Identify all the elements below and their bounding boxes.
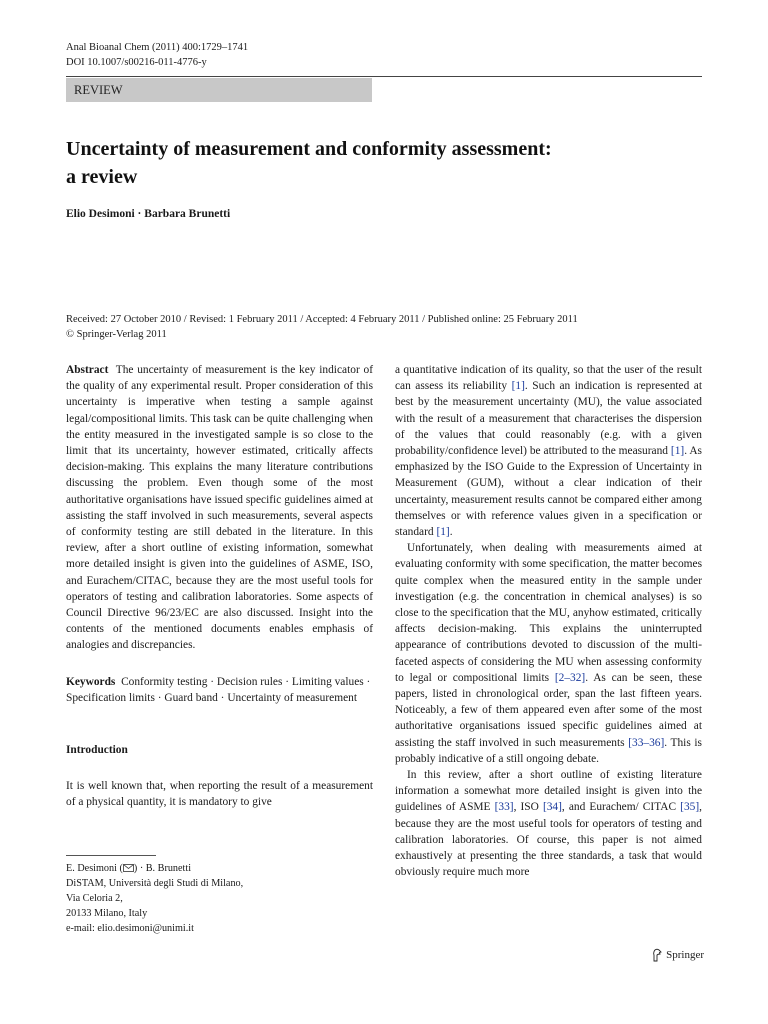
title-line-2: a review	[66, 166, 138, 188]
citation-link[interactable]: [33]	[494, 801, 514, 814]
footnote-rule	[66, 855, 156, 856]
publisher-logo	[651, 948, 704, 962]
left-column	[66, 362, 373, 811]
article-history	[66, 312, 578, 342]
springer-horse-icon	[651, 948, 663, 962]
paragraph-text: . As emphasized by the ISO Guide to the Expression of Uncertainty in Measurement (GUM), without a clear indication of their uncertainty, measurement results cannot be compared either among themselves or with reference values given in a specification or standard	[395, 445, 702, 539]
citation-link[interactable]: [35]	[680, 801, 700, 814]
header-rule	[66, 76, 702, 77]
section-label: REVIEW	[66, 78, 372, 102]
abstract-label: Abstract	[66, 364, 109, 376]
paragraph-text: , ISO	[513, 801, 543, 814]
right-column	[395, 362, 702, 881]
paragraph-text: , and Eurachem/ CITAC	[561, 801, 681, 814]
keywords-label: Keywords	[66, 675, 116, 688]
doi-line[interactable]: DOI 10.1007/s00216-011-4776-y	[66, 57, 207, 68]
city-line: 20133 Milano, Italy	[66, 908, 148, 919]
author-affiliation	[66, 861, 366, 936]
affiliation-line: DiSTAM, Università degli Studi di Milano,	[66, 878, 244, 889]
introduction-heading: Introduction	[66, 744, 128, 757]
title-line-1: Uncertainty of measurement and conformity assessment:	[66, 138, 552, 160]
author-list: Elio Desimoni · Barbara Brunetti	[66, 208, 231, 220]
citation-link[interactable]: [1]	[511, 380, 525, 393]
corresponding-author-line: E. Desimoni ( ) · B. Brunetti	[66, 863, 192, 874]
publisher-name: Springer	[666, 949, 704, 961]
paragraph-text: In this review, after a short outline of existing literature information a somewhat more detailed insight is given into the guidelines of ASME	[395, 769, 702, 814]
paragraph-text: . This is probably indicative of a still ongoing debate.	[395, 736, 702, 765]
paragraph-text: a quantitative indication of its quality, so that the user of the result can assess its reliability	[395, 364, 702, 393]
copyright-line: © Springer-Verlag 2011	[66, 329, 167, 340]
paragraph-text: . Such an indication is represented at best by the measurement uncertainty (MU), the value associated with the result of a measurement that characterises the dispersion of the values that could reasonably (e.g. with a given probability/confidence level) be attributed to the measurand	[395, 380, 703, 458]
body-paragraph	[395, 540, 702, 767]
body-paragraph	[395, 767, 702, 880]
keywords-text: Conformity testing · Decision rules · Limiting values · Specification limits · Guard band · Uncertainty of measurement	[66, 675, 371, 704]
citation-link[interactable]: [1]	[436, 526, 450, 539]
paragraph-text: .	[449, 526, 453, 539]
citation-link[interactable]: [2–32]	[554, 671, 586, 684]
paragraph-text: . As can be seen, these papers, listed in chronological order, span the last fifteen years. Noticeably, a few of them appeared even after some of the most authoritative organisations issued specific guidelines aimed at assisting the staff involved in such measurements	[395, 671, 703, 749]
abstract	[66, 362, 373, 654]
abstract-text: The uncertainty of measurement is the key indicator of the quality of any experimental result. Proper consideration of this uncertainty is imperative when testing a sample against legal/compositional limits. This task can be quite challenging when the entity measured in the investigated sample is so close to the limit that its uncertainty, however estimated, critically affects decision-making. This explains the many literature contributions discussing the problem. Even though some of the most authoritative organisations have issued specific guidelines aimed at assisting the staff involved in such measurements, several aspects of conformity testing are still debated in the literature. In this review, after a short outline of existing information, somewhat more detailed insight is given into the guidelines of ASME, ISO, and Eurachem/CITAC, because they are the most useful tools for operators of testing and calibration laboratories. Some aspects of Council Directive 96/23/EC are also discussed. Insight into the contents of the mentioned documents enables emphasis of analogies and discrepancies.	[66, 364, 373, 652]
street-line: Via Celoria 2,	[66, 893, 123, 904]
paragraph-text: Unfortunately, when dealing with measurements aimed at evaluating conformity with some specification, the matter becomes quite complex when the measured entity in the sample under investigation (e.g. the concentration in chemical analyses) is so close to the specification that the MU, anyhow estimated, critically affects decision-making. This explains the uninterrupted appearance of contributions devoted to discussion of the multi-faceted aspects of considering the MU when assessing conformity to legal or compositional limits	[395, 542, 702, 684]
citation-link[interactable]: [1]	[670, 445, 685, 458]
keywords	[66, 674, 373, 706]
email-line[interactable]: e-mail: elio.desimoni@unimi.it	[66, 923, 194, 934]
body-paragraph	[395, 362, 702, 540]
journal-citation	[66, 40, 248, 70]
citation-link[interactable]: [33–36]	[628, 736, 665, 749]
paragraph-text: , because they are the most useful tools for operators of testing and calibration laboratories. Of course, this paper is not aimed exhaustively at presenting the three standards, a task that would obviously require much more	[395, 801, 702, 879]
envelope-icon[interactable]	[123, 864, 134, 872]
journal-line: Anal Bioanal Chem (2011) 400:1729–1741	[66, 42, 249, 53]
history-dates: Received: 27 October 2010 / Revised: 1 February 2011 / Accepted: 4 February 2011 / Published online: 25 February 2011	[66, 314, 578, 325]
citation-link[interactable]: [34]	[542, 801, 562, 814]
article-title	[66, 135, 706, 191]
introduction-paragraph: It is well known that, when reporting the result of a measurement of a physical quantity, it is mandatory to give	[66, 780, 373, 809]
